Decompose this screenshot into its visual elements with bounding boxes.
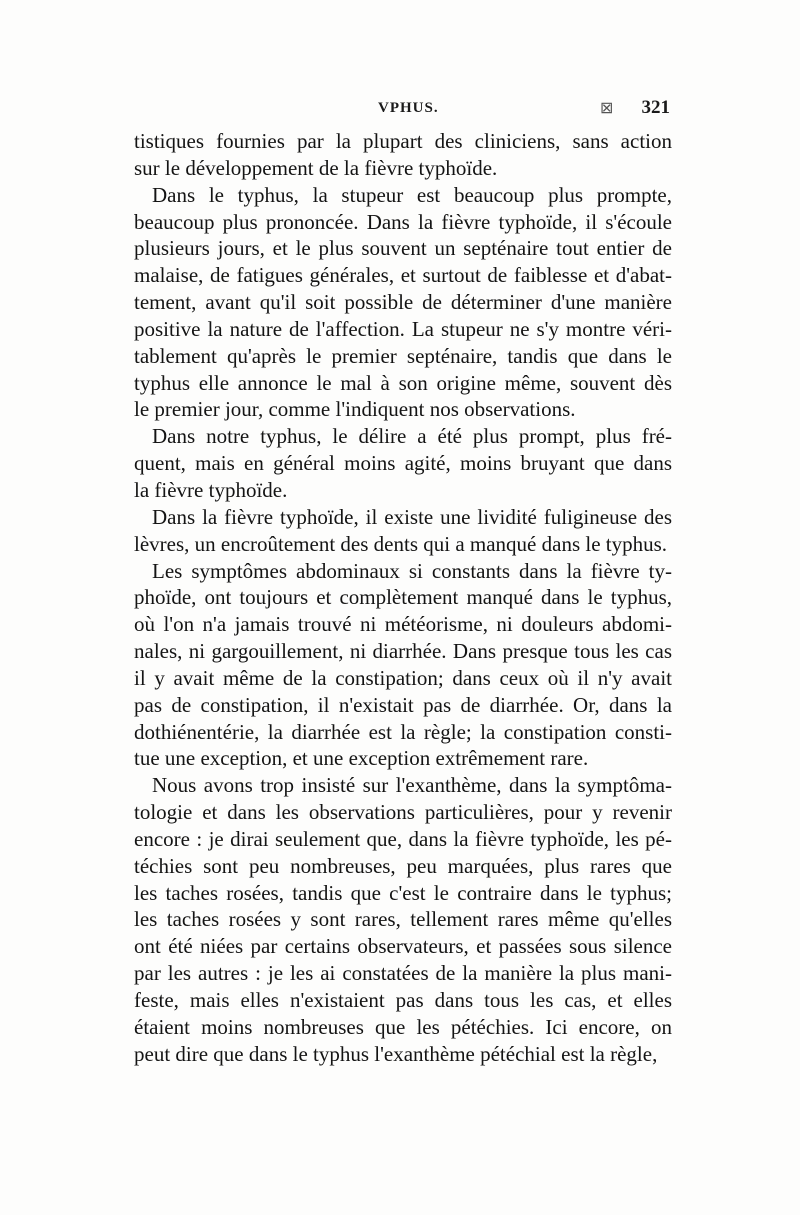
- text-line: beaucoup plus prononcée. Dans la fièvre typhoïde, il s'écoule: [134, 209, 672, 234]
- text-line: encore : je dirai seulement que, dans la fièvre typhoïde, les pé-: [134, 826, 672, 851]
- paragraph: [134, 182, 672, 424]
- text-line: Nous avons trop insisté sur l'exanthème, dans la symptôma-: [152, 773, 672, 798]
- text-line: il y avait même de la constipation; dans ceux où il n'y avait: [134, 665, 672, 690]
- text-line: lèvres, un encroûtement des dents qui a manqué dans le typhus.: [134, 531, 668, 556]
- text-line: dothiénentérie, la diarrhée est la règle; la constipation consti-: [134, 719, 672, 744]
- text-line: tue une exception, et une exception extrêmement rare.: [134, 746, 589, 771]
- text-line: Dans le typhus, la stupeur est beaucoup plus prompte,: [152, 182, 672, 207]
- paragraph: [134, 423, 672, 504]
- text-line: téchies sont peu nombreuses, peu marquées, plus rares que: [134, 853, 672, 878]
- text-line: tologie et dans les observations particulières, pour y revenir: [134, 800, 672, 825]
- text-line: Les symptômes abdominaux si constants dans la fièvre ty-: [152, 558, 672, 583]
- text-line: malaise, de fatigues générales, et surtout de faiblesse et d'abat-: [134, 263, 672, 288]
- paragraph: [134, 504, 672, 558]
- text-line: quent, mais en général moins agité, moins bruyant que dans: [134, 451, 672, 476]
- text-line: par les autres : je les ai constatées de la manière la plus mani-: [134, 961, 672, 986]
- text-line: étaient moins nombreuses que les pétéchies. Ici encore, on: [134, 1014, 672, 1039]
- text-line: tement, avant qu'il soit possible de déterminer d'une manière: [134, 290, 672, 315]
- text-line: positive la nature de l'affection. La stupeur ne s'y montre véri-: [134, 316, 672, 341]
- text-line: les taches rosées, tandis que c'est le contraire dans le typhus;: [134, 880, 672, 905]
- text-line: pas de constipation, il n'existait pas de diarrhée. Or, dans la: [134, 692, 672, 717]
- paragraph: [134, 558, 672, 773]
- text-line: Dans notre typhus, le délire a été plus prompt, plus fré-: [152, 424, 672, 449]
- paragraph: [134, 772, 672, 1067]
- text-line: la fièvre typhoïde.: [134, 477, 288, 502]
- text-line: typhus elle annonce le mal à son origine même, souvent dès: [134, 370, 672, 395]
- text-line: peut dire que dans le typhus l'exanthème pétéchial est la règle,: [134, 1041, 658, 1066]
- text-line: les taches rosées y sont rares, tellement rares même qu'elles: [134, 907, 672, 932]
- text-line: Dans la fièvre typhoïde, il existe une lividité fuligineuse des: [152, 504, 672, 529]
- paragraph: [134, 128, 672, 182]
- text-line: ont été niées par certains observateurs, et passées sous silence: [134, 934, 672, 959]
- text-line: feste, mais elles n'existaient pas dans tous les cas, et elles: [134, 988, 672, 1012]
- library-stamp-icon: ⊠: [600, 100, 614, 117]
- text-line: tablement qu'après le premier septénaire, tandis que dans le: [134, 343, 672, 368]
- text-line: tistiques fournies par la plupart des cliniciens, sans action: [134, 129, 672, 153]
- running-title: VPHUS.: [378, 100, 439, 116]
- text-line: sur le développement de la fièvre typhoïde.: [134, 155, 498, 180]
- body-text: [134, 128, 672, 1068]
- text-line: nales, ni gargouillement, ni diarrhée. Dans presque tous les cas: [134, 639, 672, 664]
- text-line: où l'on n'a jamais trouvé ni météorisme, ni douleurs abdomi-: [134, 612, 672, 637]
- page-number: 321: [641, 97, 670, 118]
- page-header: [134, 96, 670, 126]
- text-line: plusieurs jours, et le plus souvent un septénaire tout entier de: [134, 236, 672, 261]
- text-line: phoïde, ont toujours et complètement manqué dans le typhus,: [134, 585, 672, 610]
- text-line: le premier jour, comme l'indiquent nos observations.: [134, 397, 576, 422]
